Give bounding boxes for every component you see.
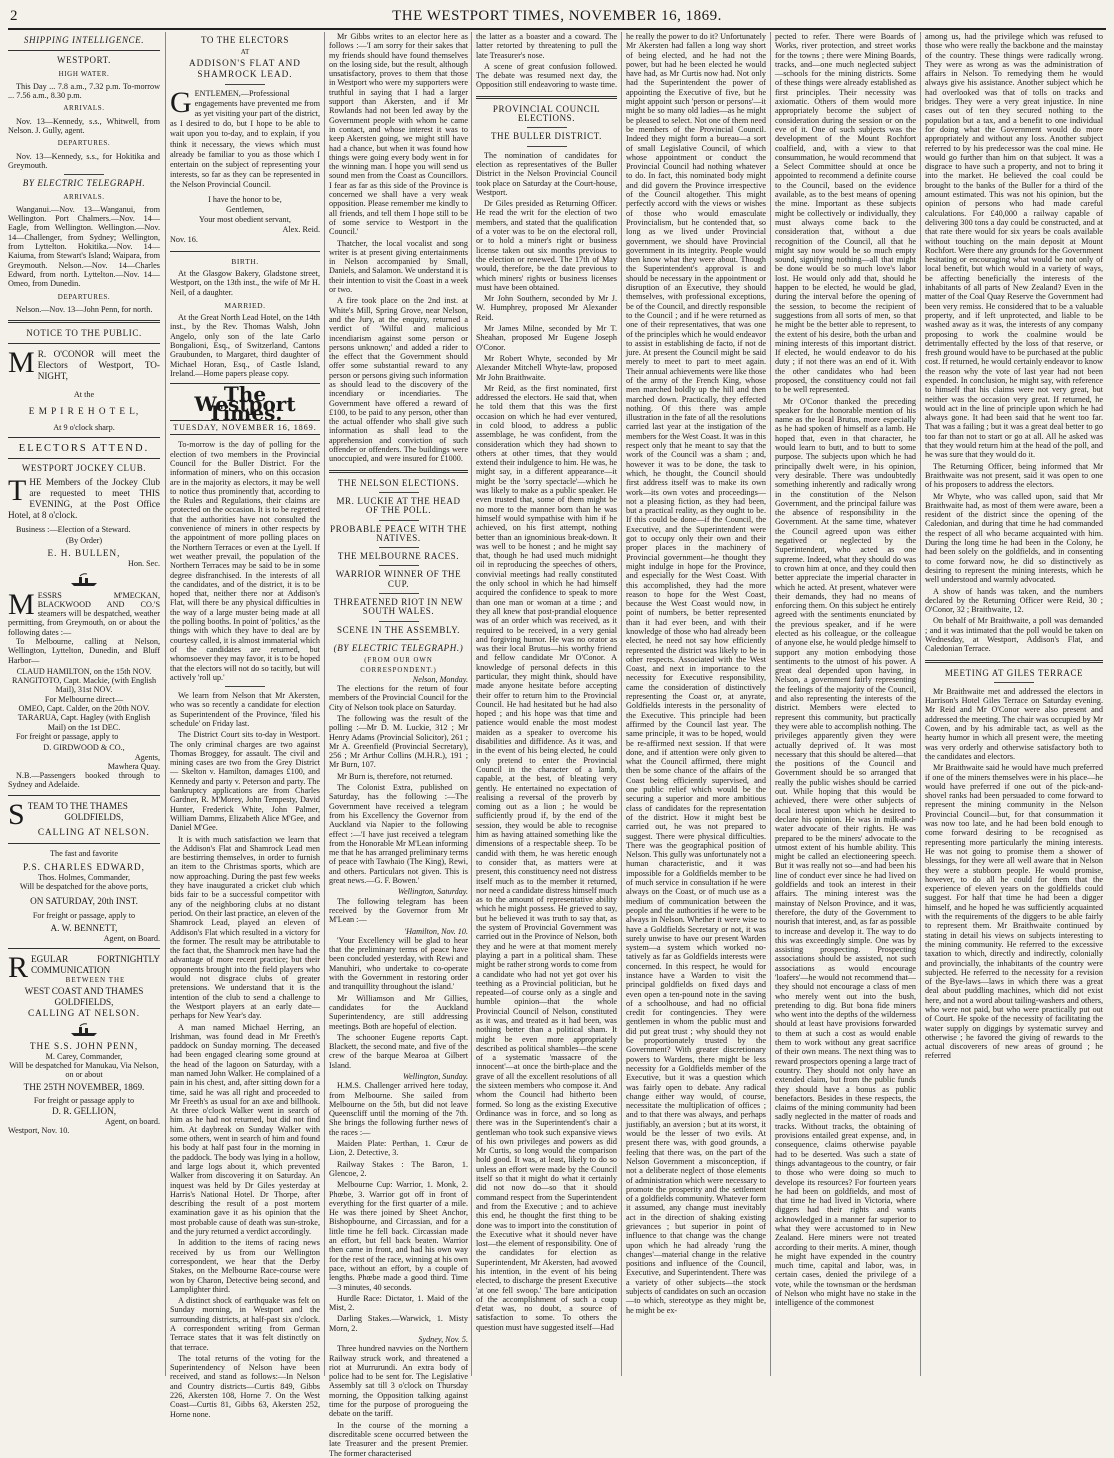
braithwaite-proposed: Mr Robert Whyte, seconded by Mr Alexander Mitchell Whyte-law, proposed Mr John Braithwaite. (476, 353, 617, 382)
for-melbourne: For Melbourne direct— (44, 694, 124, 704)
warrior-heading: WARRIOR WINNER OF THE CUP. (335, 569, 462, 589)
column-6 (770, 32, 920, 1376)
peace-heading: PROBABLE PEACE WITH THE NATIVES. (330, 523, 467, 543)
business-line: Business :—Election of a Steward. (16, 524, 131, 534)
claud-hamilton: CLAUD HAMILTON, on the 15th NOV. (16, 666, 152, 676)
steamship-icon (69, 573, 99, 587)
assembly-continued: the latter as a boaster and a coward. The latter retorted by threatening to pull the late Treasurer's nose. (476, 32, 617, 60)
poll-demanded: On behalf of Mr Braithwaite, a poll was demanded ; and it was intimated that the poll would be taken on Wednesday, at Westport, Addison's Flat, and Caledonian Terrace. (925, 616, 1103, 654)
auckland-candidates: Mr Williamson and Mr Gillies, candidates for the Auckland Superintendency, are still addressing meetings. Both are hopeful of election. (329, 993, 468, 1031)
drop-cap-t: T (8, 473, 27, 507)
leader-derby: In addition to the items of racing news received by us from our Wellington correspondent, we hear that the Derby Stakes, on the Melbourne Race-course were won by Charon, Detective being second, and Lamplighter third. (170, 1238, 320, 1294)
from-correspondent: (FROM OUR OWN CORRESPONDENT.) (360, 657, 437, 674)
darling-stakes: Darling Stakes.—Warwick, 1. Misty Morn, 2. (329, 1314, 468, 1333)
column-5 (621, 32, 770, 1376)
elections-intro: The elections for the return of four members of the Provincial Council for the City of Nelson took place on Saturday. (329, 684, 468, 712)
calling-at-nelson: CALLING AT NELSON. (37, 826, 150, 837)
nb-passengers: N.B.—Passengers booked through to Sydney and Adelaide. (8, 771, 160, 790)
arrivals-text: Nov. 13—Kennedy, s.s., Whitwell, from Nelson. J. Gully, agent. (8, 116, 160, 136)
arrivals-heading: ARRIVALS. (63, 104, 105, 113)
jockey-club-heading: WESTPORT JOCKEY CLUB. (21, 463, 147, 474)
luckie-heading: MR. LUCKIE AT THE HEAD OF THE POLL. (336, 495, 461, 516)
oconor-speech-continued: among us, had the privilege which was refused to those who were really the backbone and the mainstay of the country. These things were radically wrong. They were as wrong as was the administration of affairs in Nelson. To remedying them he would always give his assistance. Another subject which he had overlooked was that of tolls on tracks and bridges. They were a very great injustice. In nine cases out of ten they secured nothing to the population but a tax, and a benefit to one individual for doing what the Government would do more appropriately and without any loss. Another subject referred to by his predecessor was the coal mine. He would go further than him on that subject. It was a disgrace to have such a property, and not to bring it into the market. He believed the coal could be brought to the banks of the Buller for a third of the amount estimated. This was not his opinion, but the opinion of persons who had made careful calculations. For £40,000 a railway capable of delivering 300 tons a day could be constructed, and at that rate there would for six years be coals available without touching on the main deposit at Mount Rochfort. Were there any grounds for the Government hesitating or encouraging what would be not only of local benefit, but which would in a variety of ways, be affecting beneficially the interests of the inhabitants of all parts of New Zealand? Even in the matter of the Coal Quay Reserve the Government had been very remiss. He considered that to be a valuable property, and if left unprotected, and liable to be washed away as it was, the interests of any company proposing to work the coalmine would be detrimentally effected by the loss of that reserve, or fresh ground would have to be purchased at the public cost. If returned, he would certainly endeavor to know the reason why the vote of last year had not been expended. In conclusion, he might say, with reference to himself that his claims were not very great, but neither was the occasion very great. If returned, he would act in the line of principle upon which he had always gone. It had been said that he went too far. That was a failing ; but it was a great deal better to go too far than not to start or go at all. All he asked was that they would return him at the head of the poll, and he was sure that they would do it. (925, 32, 1103, 460)
reid-speech: Mr Reid, as the first nominated, first addressed the electors. He said that, when he told them that this was the first occasion on which he had ever ventured, in cold blood, to address a public assemblage, he was confident, from the consideration which they had shown to others at other times, that they would extend their indulgence to him. He was, he might say, in a different appearance—it might be the 'sorry spectacle'—which he was likely to make as a public speaker. He even trusted that, some of them might be no more to the manner born than he was himself would sympathise with him if he achieved, on his first attempt, nothing better than an ignominious break-down. It was well to be honest ; and he might say that, though he had used much midnight oil in reproducing the speeches of others, convivial meetings had really constituted the only school in which he had himself acquired the confidence to speak to more than one man or woman at a time ; and they all knew that post-prandial eloquence was of an order which was received, as it required to be received, in a very genial and forgiving humor. He was no orator as was their local Brutus—his worthy friend and fellow candidate Mr O'Conor. A knowledge of personal defects in this particular, they might think, should have made anyone hesitate before accepting their offer to return him to the Provincial Council. He had hesitated but he had also hoped ; and his hope was that time and patience would enable the most modest maiden as a speaker to overcome his disabilities and diffidence. As it was, and in the event of his being elected, he could only pretend to enter the Provincial Council in the character of a lamb, capable, at the best, of bleating very gently. He entertained no expectation of realising a reversal of the proverb by coming out as a lion ; he would be sufficiently proud if, by the end of the session, they would be able to recognise him as having attained something like the dimensions of a respectable sheep. To be candid with them, he was heretic enough to consider that, as matters were at present, this constituency need not distress itself much as to the member it returned, nor need a candidate distress himself much as to the amount of representative ability which he might possess. He grieved to say, but he believed it was truth to say that, as the system of Provincial Government was carried out in the Province of Nelson, both they and he were at that moment merely playing a part in a political sham. These might be rather strong words to come from a candidate who had not yet got over his teething as a Provincial politician, but he repeated—of course only as a single and humble opinion—that the whole Provincial Council of Nelson, constituted as it was, and treated as it had been, was nothing better than a political sham. It might be even more appropriately described as political shambles—the scene of a systematic 'massacre of the innocent'—at once the birth-place and the grave of all the excellent resolutions of all the sixteen members who compose it. And whom the Council had hitherto been formed. So long as the existing Executive Ordinance was in force, and so long as there was in the Superintendent's chair a gentleman who took such expansive views of his own privileges and powers as did Mr Curtis, so long would the comparison hold good. It was, at least, likely to do so unless an effort were made by the Council itself so that it might do what it certainly did not now do—so that it should command respect from the Superintendent and from the Executive ; and to achieve this end, he thought the first thing to be done was to import into the constitution of the Executive what it should never have lost—the element of responsibility. One of the candidates for election as Superintendent, Mr Akersten, had avowed his intention, in the event of his being elected, to discharge the present Executive 'at one fell swoop.' The bare anticipation of the accomplishment of such a coup d'etat was, no doubt, a source of satisfaction to some. To others the question must have suggested itself—Had (476, 383, 617, 1332)
reid-speech-end: pected to refer. There were Boards of Works, river protection, and street works for the towns ; there were Mining Boards, tracks, and—one much neglected subject—schools for the mining districts. Some of these things were already established as first principles. Their necessity was axiomatic. Others of them would more appropriately become the subject of consideration during the session or on the eve of it. One of such subjects was the development of the Mount Rochfort coalfield, and, with a view to that consummation, he would recommend that a Select Committee should at once be appointed to recommend a definite course to the Council, based on the evidence available, as to the best means of opening the mine. Important as these subjects might be collectively or individually, they must always come back to the consideration that, without a due recognition of the Council, all that he might say now would be so much empty sound, signifying nothing—all that might be done would be so much love's labor lost. He would only add that, should he happen to be elected, he would be glad, during the interval before the opening of the session, to become the recipient of suggestions from all sorts of men, so that he might be the better able to represent, to the extent of his desire, both the urban and mining interests of this important district. If elected, he would endeavor to do his duty ; if not there was an end of it. With the other candidates who had been proposed, the constituency could not fail to be well represented. (775, 32, 916, 395)
mmeckan-text: ESSRS M'MECKAN, BLACKWOOD AND CO.'S steamers will be despatched, weather permitting, from Greymouth, on or about the following dates :— (8, 590, 160, 637)
telegraph-departures: Nelson.—Nov. 13—John Penn, for north. (16, 304, 153, 314)
omeo: OMEO, Capt. Calder, on the 20th NOV. (18, 704, 150, 714)
agents: Agents, (134, 752, 160, 762)
dateline: TUESDAY, NOVEMBER 16, 1869. (170, 420, 320, 435)
masthead: THE WESTPORT TIMES, NOVEMBER 16, 1869. (392, 8, 722, 24)
hon-sec: Hon. Sec. (127, 559, 160, 569)
page-number: 2 (10, 8, 18, 24)
riot-heading: THREATENED RIOT IN NEW SOUTH WALES. (333, 597, 464, 617)
nomination-intro: The nomination of candidates for election as representatives of the Buller District in the Nelson Provincial Council took place on Saturday at the Court-house, Westport. (476, 150, 617, 197)
freight-line-3: For freight or passage apply to (33, 1096, 135, 1106)
departures-heading: DEPARTURES. (57, 139, 111, 148)
reid-proposed: Mr John Southern, seconded by Mr J. W. Humphrey, proposed Mr Alexander Reid. (476, 294, 617, 322)
leader-akersten: We learn from Nelson that Mr Akersten, who was so recently a candidate for election as Superintendent of the Province, 'filed his schedule' on Friday last. (170, 691, 320, 728)
confusion-followed: A scene of great confusion followed. The debate was resumed next day, the Opposition still endeavoring to waste time. (476, 61, 617, 90)
leader-earthquake: A distinct shock of earthquake was felt on Sunday morning, in Westport and the surrounding districts, at half-past six o'clock. A correspondent writing from German Terrace states that it was felt distinctly on that terrace. (170, 1296, 320, 1352)
electors-attend: ELECTORS ATTEND. (18, 443, 150, 455)
addisons-flat: ADDISON'S FLAT AND SHAMROCK LEAD. (189, 57, 301, 79)
oconor-notice (8, 346, 160, 382)
mclean-telegram: 'Your Excellency will be glad to hear that the preliminary terms of peace have been concluded yesterday, with Rewi and Manuhiri, who undertake to co-operate with the Government in restoring order and tranquillity throughout the island.' (329, 935, 468, 992)
leader-returns: The total returns of the voting for the Superintendency of Nelson have been received, and stand as follows:—In Nelson and Country districts—Curtis 849, Gibbs 226, Akersten 108, Horne 7. On the West Coast—Curtis 81, Gibbs 63, Akersten 252, Horne none. (170, 1353, 320, 1419)
calling-at-nelson-2: CALLING AT NELSON. (28, 1007, 140, 1018)
gibbs-letter: Mr Gibbs writes to an elector here as follows :—'I am sorry for their sakes that my friends should have found themselves on the losing side, but the result, although unsatisfactory, proves to them that those in Westport who were my supporters were truthful in saying that I had a larger support than Akersten, and if Mr Rowlands had not been led away by the Government people with whom he came in contact, and whose interest it was to keep Akersten going, we might still have had a chance, but when it was found how things were going every body went in for the winning man. I hope you will send us sound men from the Coast as Councillors. I fear as far as this side of the Province is concerned we shall have a very weak opposition. Please remember me kindly to all friends, and tell them I hope still to be of some service to Westport in the Council.' (329, 32, 468, 237)
reid-address (170, 85, 320, 191)
fire-note: A fire took place on the 2nd inst. at White's Mill, Spring Grove, near Nelson, and the Jury, at the enquiry, returned a verdict of 'Wilful and malicious incendiarism against some person or persons unknown;' and added a rider to the effect that the Government should offer some substantial reward to any person or persons giving such information as should lead to the discovery of the incendiary or incendiaries. The Government have offered a reward of £100, to be paid to any person, other than the actual offender who shall give such information as shall lead to the apprehension and conviction of such offender or offenders. The buildings were unoccupied, and were insured for £1000. (329, 296, 468, 464)
married-heading: MARRIED. (224, 300, 266, 310)
at-nine: At 9 o'clock sharp. (53, 422, 115, 432)
colonist-extra: The Colonist Extra, published on Saturday, has the following :—The Government have received a telegram from his Excellency the Governor from Auckland via Napier to the following effect :—'I have just received a telegram from the Honorable Mr M'Lean informing me that he has arranged preliminary terms of peace with Tawhaio (The King), Rewi, and others. Particulars not given. This is great news.—G. F. Bowen.' (329, 783, 468, 886)
holmes-commander: Thos. Holmes, Commander, (37, 873, 131, 883)
reid-speech-continued: he really the power to do it? Unfortunately Mr Akersten had fallen a long way short of being elected, and he had not the power, but had he been elected he would have had, as Mr Curtis now had. Not only had the Superintendent the power of appointing the Executive of five, but he might appoint such 'person or persons'—it might be so many old ladies—as he might be pleased to select. Not one of them need be members of the Provincial Council. Indeed they might form a bureau—a sort of small Legislative Council, of which whose appointment or conduct the Provincial Council had nothing whatever to do. In fact, this nominated body might and did govern the Province irrespective of the Council altogether. This might perfectly accord with the views or wishes of those who would emasculate Provincialism, but he contended that, so long as we lived under Provincial government, we should have Provincial government in its integrity. People would then know what they were about. Though the Superintendent's approval is and should be necessary in the appointment or disruption of an Executive, they should themselves, with professional exceptions, be of the Council, and directly responsible to the Council ; and if he were returned as one of their representatives, that was one of the principles which he would endeavor to assist in establishing de facto, if not de jure. At present the Council might be said merely to meet to part to meet again. Their annual achievements were like those of the army of the French King, whose men marched boldly up the hill and then marched down. Practically, they effected nothing. Of this there was ample illustration in the fate of all the resolutions carried last year at the instigation of the members for the West Coast. It was in this respect only that he meant to say that the work of the Council was a sham ; and, however it was to be done, the task to which, he thought, the Council should first address itself was to make its own work—its own votes and proceedings—not a pleasing fiction, as they had been, but a practical reality, as they ought to be. If this could be done—if the Council, the Executive, and the Superintendent were got to occupy only their own and their proper places in the machinery of Provincial government—he thought they might indulge in hope for the Province, and especially for the West Coast. With this accomplished, they had the more reason to hope for the West Coast, because the West Coast would now, in point of numbers, be better represented than it had ever been, and with their knowledge of those who had already been elected, he need not say how efficiently represented the district was likely to be in other respects. Associated with the West Coast, and next in importance to the necessity for Executive responsibility, came the consideration of distinctively representing the Coast or, at anyrate, Goldfields interests in the personality of the Executive. This principle had been affirmed by the Council last year. The same principle, it was to be hoped, would be re-affirmed next session. If that were done, and if attention were only given to what the Council affirmed, there might then be some chance of the affairs of the Coast being efficiently supervised, and one public relief which would be the securing a superior and more ambitious class of candidates for the representation of the district. How it might best be carried out, he was not prepared to suggest. There were physical difficulties. There was the geographical position of Nelson. This gully was unfortunately not a human characteristic, and it was impossible for a Goldfields member to be of much service in consultation if he were always on the Coast, or of much use as a medium of communication between the people and the authorities if he were to be always in Nelson. Whether it were wise to have a Goldfields Secretary or not, it was surely unwise to have our present Warden system—a system which worked no-tatively as far as Goldfields interests were concerned. In this respect, he would for instance have a Warden to visit the principal goldfields on fixed days and even open a ten-pound note in the saving of a schoolhouse, and had no official credit for contingencies. They were gentlemen in whom the public must and did put great trust ; why should they not be proportionately trusted by the Government? With greater discretionary powers to Wardens, there might be less necessity for a Goldfields member of the Executive, but it was a question which was fairly open to debate. Any radical change either way would, of course, necessitate the multiplication of offices ; and to that there was always, and perhaps justifiably, an aversion ; but at its worst, it would be the lesser of two evils. At present there was, with good grounds, a feeling that there was, on the part of the Nelson Government a misconception, if not a deliberate neglect of those elements of administration which were necessary to promote the prosperity and the settlement of a goldfields community. Whatever form it assumed, any change must inevitably act in the direction of shaking existing grievances ; but superior in point of influence to that change was the change upon which he had already 'rung the changes'—material change in the relative positions and influence of the Council, Executive, and Superintendent. There was a variety of other subjects—the stock subjects of candidates on such an occasion—to which, stereotype as they might be, he might be ex- (626, 32, 766, 1315)
columns (8, 32, 1106, 1458)
leader-polling: To-morrow is the day of polling for the election of two members in the Provincial Council for the Buller District. For the information of miners, who on this occasion are in the majority as electors, it may be well to notice thus prominently that, according to the Rules and Regulations, their claims are protected on the occasion. It is to be regretted that the authorities have not consulted the convenience of miners in other respects by the appointment of more polling places on the Northern Terraces or even at the Lyell. If wet weather prevail, the population of the Northern Terraces may be said to be in some degree disfranchised. In the interests of all the candidates, and of the district, it is to be hoped that, neither there nor at Addison's Flat, will there be any physical difficulties in the way of a large muster being made at all the polling booths. In point of 'politics,' as the things with which they have to deal are by courtesy called, it is almost immaterial which of the candidates are returned, but whomsoever they may favor, it is to be hoped that the electors will not do so tacitly, but will actively 'roll up.' (170, 440, 321, 682)
leader-district-court: The District Court sits to-day in Westport. The only criminal charges are two against Thomas Broggey, for assault. The civil and mining cases are two from the Grey District — Skelton v. Hamilton, damages £100, and Kennedy and party v. Peterson and party. The bankruptcy applications are from Charles Gardner, R. M'Morey, John Tempesty, David Hunter, Frederick White, John Palmer, William Damms, Elizabeth Alice M'Gee, and Daniel M'Gee. (170, 730, 320, 833)
melbourne-cup: Melbourne Cup: Warrior, 1. Monk, 2. Phœbe, 3. Warrior got off in front of everything for the first quarter of a mile. He was there joined by Sheet Anchor, Bishopbourne, and Circassian, and for a little time he fell back. Circassian made an effort, but fell back beaten. Warrior then came in front, and had his own way for the rest of the race, winning at his own pace, without an effort, by a couple of lengths. Phœbe made a good third. Time—3 minutes, 40 seconds. (329, 1180, 468, 1292)
provincial-council-heading: PROVINCIAL COUNCIL ELECTIONS. (492, 103, 601, 124)
westport-heading: WESTPORT. (57, 55, 111, 66)
maiden-plate: Maiden Plate: Perthan, 1. Cœur de Lion, 2. Detective, 3. (329, 1139, 468, 1158)
schooner-eugene: The schooner Eugene reports Capt. Blackett, the second mate, and five of the crew of the barque Mearoa at Gilbert Island. (329, 1032, 468, 1070)
tide-times: This Day ... 7.8 a.m., 7.32 p.m. To-morrow ... 7.56 a.m., 8.30 p.m. (8, 81, 160, 101)
steamship-icon-2 (69, 1023, 99, 1037)
agent-on-board: Agent, on Board. (103, 933, 160, 943)
leader-death: A man named Michael Herring, an Irishman, was found dead in Mr Freeth's paddock on Sunday morning. The deceased had been engaged clearing some ground at the head of the lagoon on Saturday, with a man named John Walker. He complained of a pain in his chest, and, after sitting down for a time, said he was all right and proceeded to Mr Freeth's as usual for an axe and billhook. At three o'clock Walker went in search of him as he had not returned, but did not find him. At daybreak on Sunday Walker with some others, went in search of him and found his body at half past four in the morning in the paddock. The body was lying in a hollow, and large logs about it, which prevented Walker from discovering it on Saturday. An inquest was held by Dr Giles yesterday at Harris's National Hotel. Dr Thorpe, after describing the result of a post mortem examination gave it as his opinion that the most probable cause of death was sun-stroke, and the jury returned a verdict accordingly. (170, 1022, 320, 1237)
at-the: At the (73, 390, 95, 400)
drop-cap-m: M (8, 346, 35, 380)
oconor-proposed: Mr James Milne, seconded by Mr T. Sheahan, proposed Mr Eugene Joseph O'Conor. (476, 324, 617, 352)
meeting-report: Mr Braithwaite met and addressed the electors in Harrison's Hotel Giles Terrace on Saturday evening. Mr Reid and Mr O'Conor were also present and addressed the meeting. The chair was occupied by Mr Cowen, and by his admirable tact, as well as the hearty humor in which all present were, the meeting was very orderly and otherwise satisfactory both to the candidates and electors. (925, 686, 1103, 761)
page-header (8, 6, 1106, 30)
show-of-hands: A show of hands was taken, and the numbers declared by the Returning Officer were Reid, 30 ; O'Conor, 32 ; Braithwaite, 12. (925, 586, 1103, 615)
alex-reid-signature: Alex. Reid. (282, 225, 320, 235)
telegraph-departures-heading: DEPARTURES. (57, 292, 111, 301)
west-coast-thames: WEST COAST AND THAMES GOLDFIELDS, (24, 985, 144, 1007)
regular-text: EGULAR FORTNIGHTLY COMMUNICATION (31, 954, 160, 976)
navvies-strike: Three hundred navvies on the Northern Railway struck work, and threatened a riot at Murrurundi. An extra body of police had to be sent for. The Legislative Assembly sat till 3 o'clock on Thursday morning, the Opposition talking against time for the purpose of prorogueing the debate on the tariff. (329, 1344, 468, 1419)
races-heading: THE MELBOURNE RACES. (337, 551, 460, 562)
telegraph-arrivals: Wanganui.—Nov. 13—Wanganui, from Wellington. Port Chalmers.—Nov. 14—Eagle, from Wellington. Wellington.—Nov. 14—Challenger, from Sydney; Wellington, from Lyttelton. Hokitika.—Nov. 14—Kaiuma, from Stewart's Island; Waipara, from Greymouth. Nelson.—Nov. 14—Charles Edward, from north. Lyttelton.—Nov. 14—Omeo, from Dunedin. (8, 204, 160, 289)
railway-stakes: Railway Stakes : The Baron, 1. Glencoe, 2. (329, 1159, 468, 1178)
between-the: BETWEEN THE (65, 976, 126, 985)
burn-not-returned: Mr Burn is, therefore, not returned. (337, 771, 453, 781)
girdwood: D. GIRDWOOD & CO., (43, 743, 125, 753)
shipping-heading: SHIPPING INTELLIGENCE. (23, 35, 145, 45)
high-water-heading: HIGH WATER. (58, 69, 110, 78)
honor-line: I have the honor to be, (208, 194, 282, 204)
steam-to-thames: TEAM TO THE THAMES (27, 800, 128, 811)
ps-charles-edward: P.S. CHARLES EDWARD, (23, 862, 145, 873)
challenger-arrival: H.M.S. Challenger arrived here today, from Melbourne. She sailed from Melbourne on the 5th, but did not leave Queenscliff until the morning of the 7th. She brings the following further news of the races :— (329, 1081, 468, 1137)
rangitoto: RANGITOTO, Capt. Mackie, (with English Mail), 31st NOV. (11, 676, 157, 695)
westport-dated: Westport, Nov. 10. (8, 1126, 70, 1135)
column-3 (324, 32, 472, 1458)
telegraph-subheading: (BY ELECTRIC TELEGRAPH.) (333, 642, 464, 653)
reid-address-text: ENTLEMEN,—Professional engagements have prevented me from as yet visiting your part of the district, as I desired to do, but I hope to be able to wait upon you to-day, and to explain, if you think it necessary, the views which must already be familiar to you as those which I entertain on the subject of representing your interests, so far as they can be represented in the Nelson Provincial Council. (170, 88, 320, 190)
goldfields: GOLDFIELDS, (64, 811, 124, 822)
column-2 (165, 32, 324, 1419)
column-4 (471, 32, 621, 1376)
bennett: A. W. BENNETT, (50, 922, 118, 933)
wellington-saturday: Wellington, Saturday. (397, 887, 468, 897)
polling-result: The following was the result of the polling :—Mr D. M. Luckie, 312 ; Mr Henry Adams (Provincial Solicitor), 261 ; Mr A. Greenfield (Provincial Secretary), 256 ; Mr Arthur Collins (M.H.R.), 191 ; Mr Burn, 107. (329, 714, 468, 770)
column-7 (920, 32, 1107, 1376)
jockey-notice-text: HE Members of the Jockey Club are requested to meet THIS EVENING, at the Post Office Hotel, at 8 o'clock. (8, 476, 160, 520)
leader-cricket: It is with much satisfaction we learn that the Addison's Flat and Shamrock Lead men are bestirring themselves, in order to furnish an item to the Christmas sports, which are now approaching. During the past few weeks they have inaugurated a cricket club which bids fair to be a successful competitor with any of the neighboring clubs at no distant period. On their last practice, an eleven of the Shamrock Lead, played an eleven of Addison's Flat which resulted in a victory for the former. The result may be attributable to the fact that, the Shamrock men have had the advantage of more recent practice; but their opponents brought into the field players who would not disgrace clubs of greater pretensions. We understand that it is the intention of the club to send a challenge to the Westport players at an early date—perhaps for New Year's day. (170, 834, 320, 1021)
tararua: TARARUA, Capt. Hagley (with English Mail) on the 1st DEC. (17, 713, 151, 732)
oconor-speech: Mr O'Conor thanked the preceding speaker for the honorable mention of his name as the local Brutus, more especially as he had spoken of himself as a lamb. He hoped that, even in that character, he would learn to butt, and to butt to some purpose. The subjects upon which he had principally dwelt were, in his opinion, very desirable. There was undoubtedly something inherently and radically wrong in the constitution of the Nelson Government, and the principal failure was the absence of responsibility in the Government. At the same time, whatever the Council agreed upon was either negatived or neglected by the Superintendent, who acted as one supreme. Indeed, what they should do was to crown him at once, and they could then better appreciate the imperial character in which he acted. At present, whatever were their demands, they had no means of enforcing them. On this subject he entirely agreed with the sentiments enunciated by the previous speaker, and if he were elected as his colleague, or the colleague of anyone else, he would pledge himself to support any motion embodying those sentiments to the utmost of his power. A great deal depended upon having, in Nelson, a government fairly representing the feelings of the majority of the Council, and also representing the interests of the district. Members were elected to represent this community, but practically they were able to accomplish nothing. The privileges apparently given they were actually deprived of. It was most necessary that this should be altered—that the positions of the Council and Government should be so arranged that really the public wishes should be carried out. While hoping that this would be achieved, there were other subjects of local interest upon which he desired to declare his opinion. He was in milk-and-water advocate of their rights. He was prepared to be the miners' advocate to the utmost extent of his humble ability. This might be called an electioneering speech. But it was really not so—and had been his line of conduct ever since he had lived on goldfields and took an interest in their affairs. The mining interest was the mainstay of Nelson Province, and it was, therefore, the duty of the Government to nourish that interest, and, as far as possible to increase and develop it. The way to do this was exceedingly simple. One was by assisting prospecting. Prospecting associations should be assisted, not such associations as would encourage 'loafers'—he would not recommend that—they should not encourage a class of men who merely went out into the bush, pretending to dig. But bona fide miners who went into the depths of the wilderness should at least have provisions forwarded to them at such a cost as would enable them to work without any great sacrifice of their own means. The next thing was to reward prospectors opening a large tract of country. They should not only have an extended claim, but from the public funds they should have a bonus as public benefactors. Besides in these respects, the claims of the mining community had been sadly neglected in the matter of roads and tracks. Without tracks, the obtaining of provisions entailed great expense, and, in consequence, claims otherwise payable had to be deserted. Was such a state of things advantageous to the country, or fair to those who were doing so much to develope its resources? For fourteen years he had been on goldfields, and most of that time he had lived in Victoria, where diggers had their rights and wants acknowledged in a manner far superior to what they were accustomed to in New Zealand. Here miners were not treated according to their merits. A miner, though he might have expended in the country much time, capital and labor, was, in certain cases, denied the privilege of a vote, while the townsman or the herdsman of Nelson who might have no stake in the intelligence of the commonest (775, 396, 916, 1308)
telegraph-arrivals-heading: ARRIVALS. (63, 192, 105, 201)
drop-cap-s: S (8, 797, 25, 831)
drop-cap-g: G (170, 85, 192, 119)
giles-terrace-heading: MEETING AT GILES TERRACE (944, 667, 1084, 678)
gellion: D. R. GELLION, (51, 1105, 117, 1116)
birth-heading: BIRTH. (231, 256, 259, 266)
gentlemen-line: Gentlemen, (226, 204, 264, 214)
column-1 (8, 32, 164, 1376)
saturday-line: ON SATURDAY, 20th INST. (30, 895, 138, 906)
wellington-sunday: Wellington, Sunday. (403, 1071, 468, 1081)
mawhera-quay: Mawhera Quay. (107, 761, 160, 771)
drop-cap-r: R (8, 951, 29, 985)
nov-25: THE 25TH NOVEMBER, 1869. (23, 1082, 145, 1093)
jockey-notice (8, 473, 160, 521)
by-order: (By Order) (65, 535, 103, 545)
manukau-line: Will be despatched for Manukau, Via Nelson, on or about (9, 1060, 159, 1080)
whyte-speech: Mr Whyte, who was called upon, said that Mr Braithwaite had, as most of them were aware, been a resident of the district since the opening of the Caledonian, and during that time he had commanded the respect of all who became acquainted with him. During the long time he had been in the Colony, he had been solely on the goldfields, and in consenting to come forward now, he did so distinctively as desiring to represent the mining interests, which he well understood and warmly advocated. (925, 491, 1103, 585)
buller-district-heading: THE BULLER DISTRICT. (490, 131, 603, 142)
newspaper-title: The Westport Times. (194, 382, 296, 425)
carey-commander: M. Carey, Commander, (45, 1051, 123, 1061)
returning-officer: The Returning Officer, being informed that Mr Braithwaite was not present, said it was open to one of his proposers to address the electors. (925, 461, 1103, 490)
servant-line: Your most obedient servant, (199, 215, 291, 225)
mmeckan-route: To Melbourne, calling at Nelson, Wellington, Lyttelton, Dunedin, and Bluff Harbor— (8, 636, 160, 665)
to-electors: TO THE ELECTORS (200, 35, 289, 45)
giles-presided: Dr Giles presided as Returning Officer. He read the writ for the election of two members, and stated that the qualification of a voter was to be on the electoral roll, or to hold a miner's right or business license taken out six months previous to the election or renewed. The 17th of May would, therefore, be the date previous to which miners' rights or business licenses must have been obtained. (476, 199, 617, 292)
oconor-notice-text: R. O'CONOR will meet the Electors of Westport, TO-NIGHT, (37, 349, 160, 382)
nelson-elections-heading: THE NELSON ELECTIONS. (337, 477, 460, 488)
nov-16: Nov. 16. (170, 235, 198, 245)
john-penn: THE S.S. JOHN PENN, (29, 1040, 139, 1051)
scene-heading: SCENE IN THE ASSEMBLY. (337, 624, 460, 635)
thatcher-note: Thatcher, the local vocalist and song writer is at present giving entertainments in Nelson accompanied by Small, Daniels, and Salamon. We understand it is their intention to visit the Coast in a week or two. (329, 238, 468, 295)
hurdle-race: Hurdle Race: Dictator, 1. Maid of the Mist, 2. (329, 1293, 468, 1313)
departures-text: Nov. 13—Kennedy, s.s., for Hokitika and Greymouth. (8, 151, 160, 170)
sydney-date: Sydney, Nov. 5. (418, 1335, 468, 1344)
bullen-name: E. H. BULLEN, (47, 548, 121, 559)
birth-notice: At the Glasgow Bakery, Gladstone street, Westport, on the 13th inst., the wife of Mr H. Neil, of a daughter. (170, 268, 320, 297)
empire-hotel: E M P I R E H O T E L, (28, 405, 140, 416)
mmeckan-notice (8, 587, 160, 637)
mclean-telegram-intro: The following telegram has been received by the Governor from Mr M'Lean :— (329, 896, 468, 925)
telegraph-heading: BY ELECTRIC TELEGRAPH. (22, 178, 146, 189)
hamilton-date: 'Hamilton, Nov. 10. (404, 926, 468, 936)
notice-heading: NOTICE TO THE PUBLIC. (26, 328, 142, 339)
assembly-scene: In the course of the morning a discreditable scene occurred between the late Treasurer and the present Premier. The former characterised (329, 1420, 468, 1458)
freight-line-2: For freight or passage, apply to (32, 910, 136, 920)
drop-cap-m2: M (8, 587, 35, 621)
agent-on-board-2: Agent, on board. (104, 1116, 160, 1126)
married-notice: At the Great North Lead Hotel, on the 14th inst., by the Rev. Thomas Walsh, John Angelo, only son of the late Carlo Bongalioni, Esq., of Switzerland, Cantons Graubunden, to Margaret, third daughter of Michael Horan, Esq., of Castle Island, Ireland.—Home papers please copy. (170, 313, 320, 378)
braithwaite-speech: Mr Braithwaite said he would have much preferred if one of the miners themselves were in his place—he would have preferred if one out of the pick-and-shovel ranks had been persuaded to come forward to represent the mining community in the Nelson Provincial Council—but, for that consummation it was now too late, and he had been bold enough to come forward desiring to be recognised as representing more particularly the mining interests. He was not going to promise them a shower of blessings, for they were all well aware that in Nelson they were a stubborn people. He would promise, however, to do all he could for them that the experience of eleven years on the goldfields could suggest. For half that time he had been a digger himself, and he hoped he was sufficiently acquainted with the requirements of the diggers to be able fairly to represent them. Mr Braithwaite continued by stating in detail his views on subjects interesting to the mining community. He referred to the excessive taxation to which, directly and indirectly, colonially and provincially, the inhabitants of the country were subjected. He referred to the necessity for a revision of the Bye-laws—laws in which there was a great deal about puddling machines, which did not exist here, and not a word about tailing-washers and others, who were not paid, but who were practically put out of Court. He spoke of the necessity of facilitating the water supply on diggings by systematic survey and otherwise ; he favored the giving of rewards to the actual discoverers of new areas of ground ; he referred (925, 763, 1103, 1061)
freight-line: For freight or passage, apply to (16, 731, 119, 741)
fast-favorite: The fast and favorite (50, 848, 118, 858)
despatched-line: Will be despatched for the above ports, (19, 882, 149, 892)
at-word: AT (240, 48, 250, 57)
nelson-monday: Nelson, Monday. (412, 674, 468, 684)
